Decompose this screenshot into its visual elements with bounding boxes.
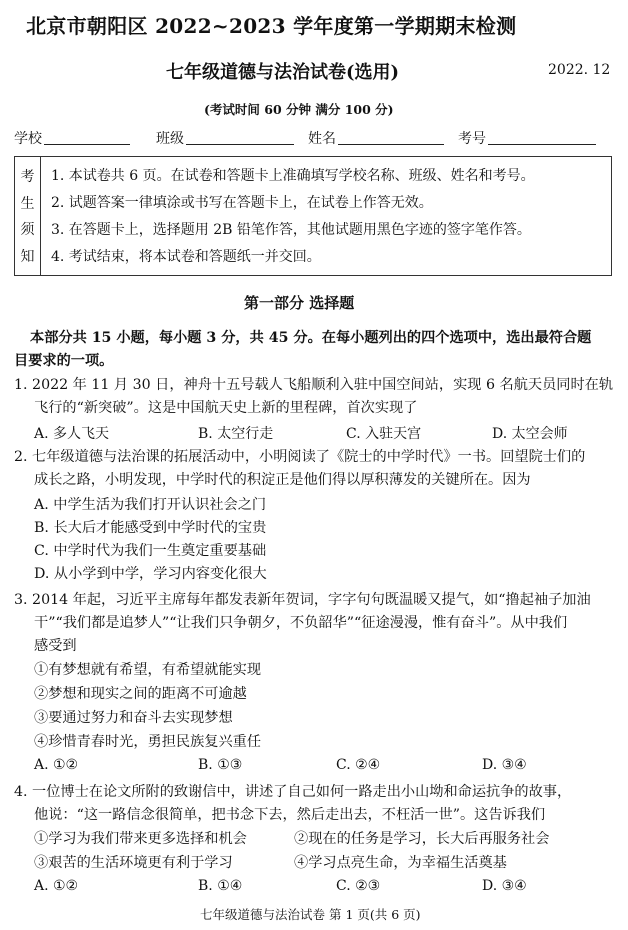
- notice-item: 2. 试题答案一律填涂或书写在答题卡上，在试卷上作答无效。: [51, 195, 433, 211]
- notice-heading: 考 生 须 知: [15, 157, 41, 275]
- question-1-stem: 1. 2022 年 11 月 30 日，神舟十五号载人飞船顺利入驻中国空间站，实现 6 名航天员同时在轨: [14, 377, 614, 393]
- option-b[interactable]: B. ①④: [198, 878, 243, 894]
- option-d[interactable]: D. 太空会师: [492, 426, 568, 442]
- question-2-option-d[interactable]: D. 从小学到中学，学习内容变化很大: [34, 566, 267, 582]
- school-blank[interactable]: [44, 144, 130, 145]
- question-1-options: [34, 423, 568, 443]
- section-intro: 本部分共 15 小题，每小题 3 分，共 45 分。在每小题列出的四个选项中，选出最符合题: [30, 330, 592, 346]
- option-c[interactable]: C. ②③: [336, 878, 381, 894]
- option-d[interactable]: D. ③④: [482, 757, 527, 773]
- exam-subtitle: 七年级道德与法治试卷(选用): [166, 62, 400, 83]
- question-2-option-b[interactable]: B. 长大后才能感受到中学时代的宝贵: [34, 520, 267, 536]
- candidate-notice-box: [14, 156, 612, 276]
- question-3-statement: ②梦想和现实之间的距离不可逾越: [34, 686, 247, 702]
- option-c[interactable]: C. 入驻天宫: [346, 426, 422, 442]
- question-2-stem-cont: 成长之路，小明发现，中学时代的积淀正是他们得以厚积薄发的关键所在。因为: [34, 472, 531, 488]
- class-label: 班级: [156, 131, 184, 147]
- option-a[interactable]: A. ①②: [34, 757, 79, 773]
- question-4-stem: 4. 一位博士在论文所附的致谢信中，讲述了自己如何一路走出小山坳和命运抗争的故事，: [14, 784, 572, 800]
- notice-item: 4. 考试结束，将本试卷和答题纸一并交回。: [51, 249, 321, 265]
- notice-item: 3. 在答题卡上，选择题用 2B 铅笔作答，其他试题用黑色字迹的签字笔作答。: [51, 222, 531, 238]
- notice-items: [51, 163, 535, 271]
- name-label: 姓名: [308, 131, 336, 147]
- name-blank[interactable]: [338, 144, 444, 145]
- option-a[interactable]: A. 多人飞天: [34, 426, 110, 442]
- question-4-options: [34, 878, 527, 894]
- question-3-options: [34, 757, 527, 773]
- option-b[interactable]: B. ①③: [198, 757, 243, 773]
- question-1-stem-cont: 飞行的“新突破”。这是中国航天史上新的里程碑，首次实现了: [34, 400, 418, 416]
- question-4-stem-cont: 他说：“这一路信念很简单，把书念下去，然后走出去，不枉活一世”。这告诉我们: [34, 807, 546, 823]
- section-title: 第一部分 选择题: [244, 294, 355, 312]
- option-b[interactable]: B. 太空行走: [198, 426, 274, 442]
- question-3-statement: ①有梦想就有希望，有希望就能实现: [34, 662, 262, 678]
- notice-item: 1. 本试卷共 6 页。在试卷和答题卡上准确填写学校名称、班级、姓名和考号。: [51, 168, 535, 184]
- exam-time-note: (考试时间 60 分钟 满分 100 分): [204, 102, 394, 117]
- exam-date: 2022. 12: [548, 62, 611, 78]
- student-info-row: [14, 128, 596, 148]
- number-blank[interactable]: [488, 144, 596, 145]
- question-4-statement: ④学习点亮生命，为幸福生活奠基: [294, 855, 507, 871]
- question-2-option-a[interactable]: A. 中学生活为我们打开认识社会之门: [34, 497, 267, 513]
- option-c[interactable]: C. ②④: [336, 757, 381, 773]
- question-4-statement: ①学习为我们带来更多选择和机会: [34, 831, 247, 847]
- question-4-statement: ②现在的任务是学习，长大后再服务社会: [294, 831, 550, 847]
- school-label: 学校: [14, 131, 42, 147]
- question-3-stem-end: 感受到: [34, 638, 77, 654]
- page-footer: 七年级道德与法治试卷 第 1 页(共 6 页): [200, 907, 421, 922]
- section-intro-cont: 目要求的一项。: [14, 353, 114, 369]
- question-3-statement: ④珍惜青春时光，勇担民族复兴重任: [34, 734, 262, 750]
- question-4-statement: ③艰苦的生活环境更有利于学习: [34, 855, 233, 871]
- number-label: 考号: [458, 131, 486, 147]
- question-2-option-c[interactable]: C. 中学时代为我们一生奠定重要基础: [34, 543, 267, 559]
- option-a[interactable]: A. ①②: [34, 878, 79, 894]
- question-3-statement: ③要通过努力和奋斗去实现梦想: [34, 710, 233, 726]
- exam-title: 北京市朝阳区 2022~2023 学年度第一学期期末检测: [26, 14, 517, 38]
- class-blank[interactable]: [186, 144, 294, 145]
- question-3-stem-cont: 干”“我们都是追梦人”“让我们只争朝夕，不负韶华”“征途漫漫，惟有奋斗”。从中我们: [34, 615, 568, 631]
- question-3-stem: 3. 2014 年起，习近平主席每年都发表新年贺词，字字句句既温暖又提气，如“撸起袖子加油: [14, 592, 591, 608]
- option-d[interactable]: D. ③④: [482, 878, 527, 894]
- question-2-stem: 2. 七年级道德与法治课的拓展活动中，小明阅读了《院士的中学时代》一书。回望院士们的: [14, 449, 586, 465]
